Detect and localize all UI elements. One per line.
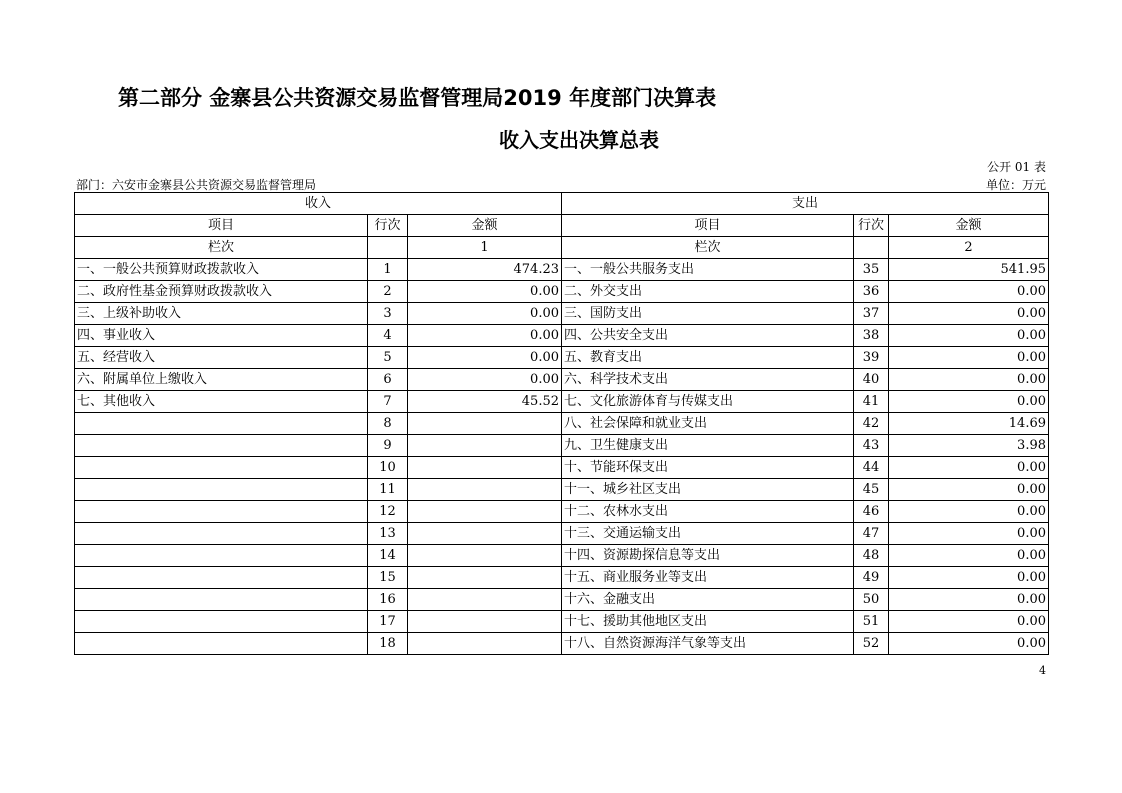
income-item: 七、其他收入 <box>75 391 368 413</box>
column-number-row <box>75 237 1049 259</box>
income-amount <box>408 589 562 611</box>
income-line: 10 <box>368 457 408 479</box>
table-row <box>75 457 1049 479</box>
column-blank-2 <box>854 237 889 259</box>
expense-line: 49 <box>854 567 889 589</box>
income-line: 16 <box>368 589 408 611</box>
income-line: 17 <box>368 611 408 633</box>
report-title: 第二部分 金寨县公共资源交易监督管理局2019 年度部门决算表 <box>118 86 717 110</box>
expense-item: 八、社会保障和就业支出 <box>562 413 854 435</box>
column-blank <box>368 237 408 259</box>
expense-item: 十七、援助其他地区支出 <box>562 611 854 633</box>
income-expense-table <box>74 192 1049 655</box>
expense-item: 七、文化旅游体育与传媒支出 <box>562 391 854 413</box>
income-amount <box>408 501 562 523</box>
income-amount: 0.00 <box>408 369 562 391</box>
expense-amount: 0.00 <box>889 501 1049 523</box>
column-number-1: 1 <box>408 237 562 259</box>
expense-amount: 0.00 <box>889 369 1049 391</box>
expense-item: 十一、城乡社区支出 <box>562 479 854 501</box>
expense-item: 三、国防支出 <box>562 303 854 325</box>
header-line: 行次 <box>368 215 408 237</box>
income-line: 2 <box>368 281 408 303</box>
expense-item: 十八、自然资源海洋气象等支出 <box>562 633 854 655</box>
income-item <box>75 413 368 435</box>
column-label: 栏次 <box>75 237 368 259</box>
income-amount: 0.00 <box>408 347 562 369</box>
expense-amount: 0.00 <box>889 589 1049 611</box>
table-row <box>75 611 1049 633</box>
table-row <box>75 545 1049 567</box>
section-header-row <box>75 193 1049 215</box>
income-amount: 0.00 <box>408 325 562 347</box>
expense-line: 36 <box>854 281 889 303</box>
income-amount <box>408 479 562 501</box>
income-amount <box>408 567 562 589</box>
expense-line: 45 <box>854 479 889 501</box>
page-number: 4 <box>1039 664 1046 677</box>
expense-item: 二、外交支出 <box>562 281 854 303</box>
expense-line: 42 <box>854 413 889 435</box>
table-row <box>75 589 1049 611</box>
income-item: 三、上级补助收入 <box>75 303 368 325</box>
expense-amount: 0.00 <box>889 611 1049 633</box>
income-item: 二、政府性基金预算财政拨款收入 <box>75 281 368 303</box>
expense-line: 37 <box>854 303 889 325</box>
expense-item: 一、一般公共服务支出 <box>562 259 854 281</box>
table-row <box>75 259 1049 281</box>
expense-amount: 0.00 <box>889 347 1049 369</box>
expense-item: 九、卫生健康支出 <box>562 435 854 457</box>
department-label: 部门：六安市金寨县公共资源交易监督管理局 <box>76 178 317 192</box>
table-row <box>75 325 1049 347</box>
table-row <box>75 501 1049 523</box>
table-row <box>75 303 1049 325</box>
income-amount <box>408 633 562 655</box>
expense-amount: 0.00 <box>889 633 1049 655</box>
income-item <box>75 479 368 501</box>
expense-amount: 0.00 <box>889 325 1049 347</box>
expense-amount: 0.00 <box>889 391 1049 413</box>
income-item <box>75 523 368 545</box>
income-line: 18 <box>368 633 408 655</box>
expense-item: 十、节能环保支出 <box>562 457 854 479</box>
expense-line: 50 <box>854 589 889 611</box>
income-amount <box>408 413 562 435</box>
income-section-header: 收入 <box>75 193 562 215</box>
expense-amount: 541.95 <box>889 259 1049 281</box>
header-amount-2: 金额 <box>889 215 1049 237</box>
income-amount: 0.00 <box>408 281 562 303</box>
expense-amount: 0.00 <box>889 281 1049 303</box>
income-amount <box>408 523 562 545</box>
form-number: 公开 01 表 <box>987 160 1046 174</box>
expense-line: 40 <box>854 369 889 391</box>
income-amount <box>408 611 562 633</box>
income-item: 六、附属单位上缴收入 <box>75 369 368 391</box>
expense-item: 十六、金融支出 <box>562 589 854 611</box>
expense-line: 39 <box>854 347 889 369</box>
table-row <box>75 347 1049 369</box>
income-amount <box>408 435 562 457</box>
table-row <box>75 567 1049 589</box>
expense-line: 47 <box>854 523 889 545</box>
expense-amount: 0.00 <box>889 523 1049 545</box>
report-subtitle: 收入支出决算总表 <box>499 128 659 152</box>
expense-line: 35 <box>854 259 889 281</box>
expense-item: 四、公共安全支出 <box>562 325 854 347</box>
income-item: 四、事业收入 <box>75 325 368 347</box>
expense-line: 52 <box>854 633 889 655</box>
income-line: 14 <box>368 545 408 567</box>
unit-label: 单位：万元 <box>985 178 1046 192</box>
expense-amount: 0.00 <box>889 567 1049 589</box>
income-item: 五、经营收入 <box>75 347 368 369</box>
expense-amount: 0.00 <box>889 479 1049 501</box>
expense-item: 十二、农林水支出 <box>562 501 854 523</box>
income-item <box>75 633 368 655</box>
income-item: 一、一般公共预算财政拨款收入 <box>75 259 368 281</box>
income-item <box>75 567 368 589</box>
income-line: 4 <box>368 325 408 347</box>
expense-item: 十四、资源勘探信息等支出 <box>562 545 854 567</box>
income-amount: 474.23 <box>408 259 562 281</box>
expense-amount: 14.69 <box>889 413 1049 435</box>
expense-line: 44 <box>854 457 889 479</box>
income-line: 8 <box>368 413 408 435</box>
expense-amount: 0.00 <box>889 303 1049 325</box>
income-amount <box>408 457 562 479</box>
expense-line: 46 <box>854 501 889 523</box>
income-line: 1 <box>368 259 408 281</box>
expense-line: 43 <box>854 435 889 457</box>
income-item <box>75 435 368 457</box>
income-line: 15 <box>368 567 408 589</box>
income-item <box>75 545 368 567</box>
income-line: 3 <box>368 303 408 325</box>
expense-item: 十五、商业服务业等支出 <box>562 567 854 589</box>
income-line: 11 <box>368 479 408 501</box>
expense-item: 六、科学技术支出 <box>562 369 854 391</box>
income-line: 5 <box>368 347 408 369</box>
table-row <box>75 391 1049 413</box>
expense-line: 41 <box>854 391 889 413</box>
column-header-row <box>75 215 1049 237</box>
column-label-2: 栏次 <box>562 237 854 259</box>
expense-amount: 0.00 <box>889 545 1049 567</box>
header-amount: 金额 <box>408 215 562 237</box>
income-item <box>75 589 368 611</box>
table-row <box>75 369 1049 391</box>
income-item <box>75 457 368 479</box>
column-number-2: 2 <box>889 237 1049 259</box>
expense-amount: 3.98 <box>889 435 1049 457</box>
expense-section-header: 支出 <box>562 193 1049 215</box>
table-row <box>75 633 1049 655</box>
income-line: 13 <box>368 523 408 545</box>
income-item <box>75 501 368 523</box>
expense-amount: 0.00 <box>889 457 1049 479</box>
header-line-2: 行次 <box>854 215 889 237</box>
table-row <box>75 435 1049 457</box>
expense-item: 十三、交通运输支出 <box>562 523 854 545</box>
expense-line: 38 <box>854 325 889 347</box>
expense-item: 五、教育支出 <box>562 347 854 369</box>
income-line: 9 <box>368 435 408 457</box>
income-amount: 45.52 <box>408 391 562 413</box>
income-line: 7 <box>368 391 408 413</box>
table-row <box>75 479 1049 501</box>
table-row <box>75 523 1049 545</box>
income-line: 12 <box>368 501 408 523</box>
expense-line: 51 <box>854 611 889 633</box>
income-line: 6 <box>368 369 408 391</box>
income-amount <box>408 545 562 567</box>
income-amount: 0.00 <box>408 303 562 325</box>
header-item-2: 项目 <box>562 215 854 237</box>
income-item <box>75 611 368 633</box>
expense-line: 48 <box>854 545 889 567</box>
table-row <box>75 281 1049 303</box>
header-item: 项目 <box>75 215 368 237</box>
table-row <box>75 413 1049 435</box>
